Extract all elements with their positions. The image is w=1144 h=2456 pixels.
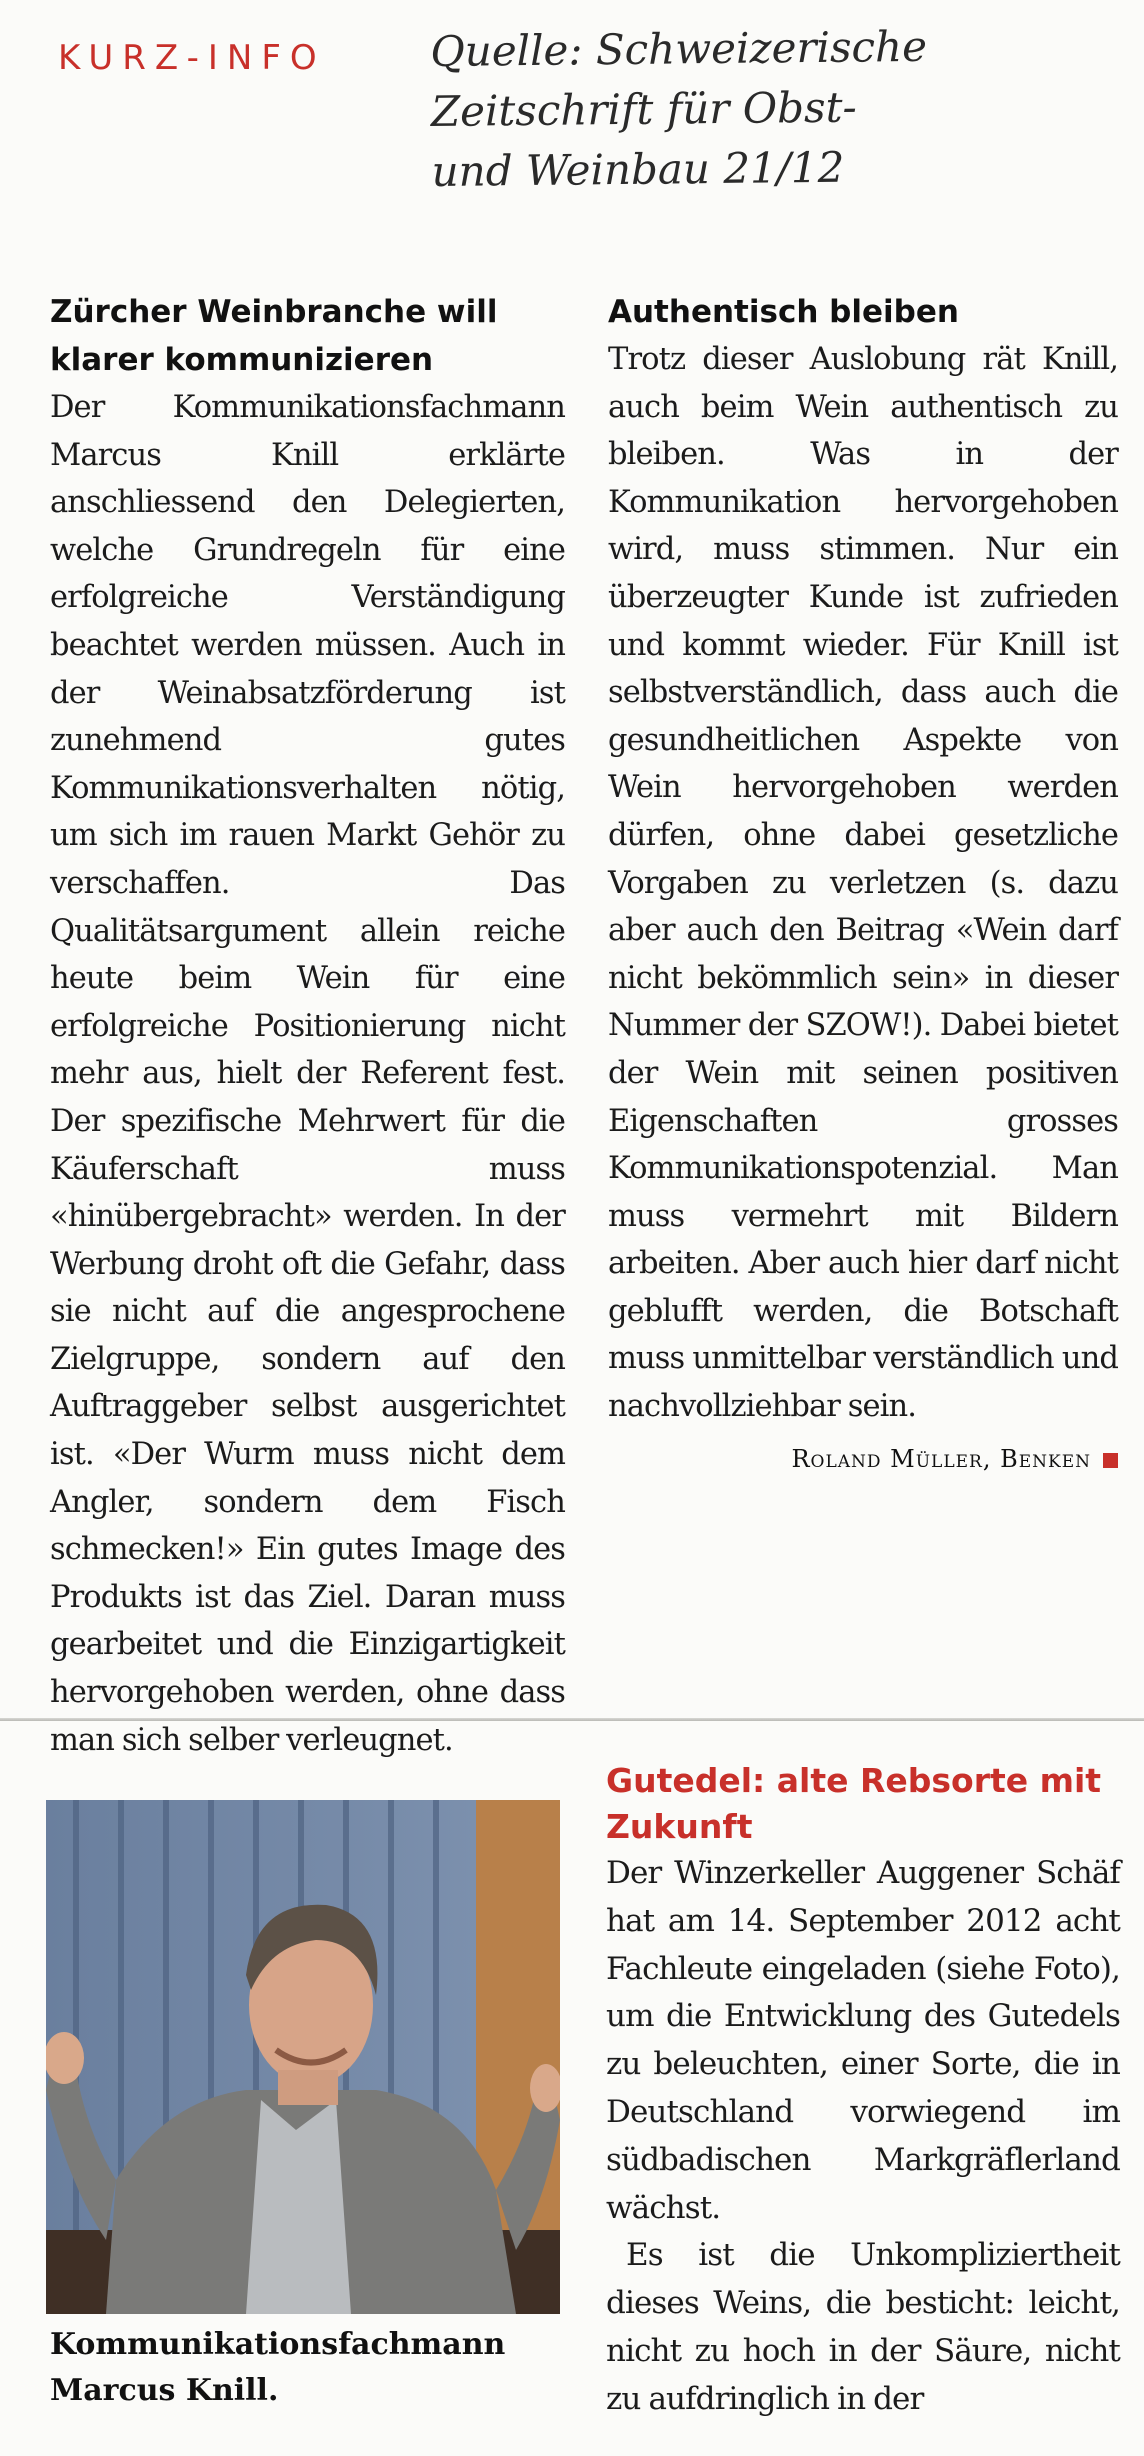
article1-body-continued: Trotz dieser Auslobung rät Knill, auch beim Wein authentisch zu bleiben. Was in der Kommunikation hervorgehoben wird, muss stimmen. Nur ein überzeugter Kunde ist zufrieden und kommt wieder. Für Knill ist selbstverständlich, dass auch die gesundheitlichen Aspekte von Wein hervorgehoben werden dürfen, ohne dabei gesetzliche Vorgaben zu verletzen (s. dazu aber auch den Beitrag «Wein darf nicht bekömmlich sein» in dieser Nummer der SZOW!). Dabei bietet der Wein mit seinen positiven Eigenschaften grosses Kommunikationspotenzial. Man muss vermehrt mit Bildern arbeiten. Aber auch hier darf nicht geblufft werden, die Botschaft muss unmittelbar verständlich und nachvollziehbar sein.: [608, 342, 1118, 1425]
article1-body: Der Kommunikationsfachmann Marcus Knill erklärte anschliessend den Delegierten, welche Grundregeln für eine erfolgreiche Verständigung beachtet werden müssen. Auch in der Weinabsatzförderung ist zunehmend gutes Kommunikationsverhalten nötig, um sich im rauen Markt Gehör zu verschaffen. Das Qualitätsargument allein reiche heute beim Wein für eine erfolgreiche Positionierung nicht mehr aus, hielt der Referent fest. Der spezifische Mehrwert für die Käuferschaft muss «hinübergebracht» werden. In der Werbung droht oft die Gefahr, dass sie nicht auf die angesprochene Zielgruppe, sondern auf den Auftraggeber selbst ausgerichtet ist. «Der Wurm muss nicht dem Angler, sondern dem Fisch schmecken!» Ein gutes Image des Produkts ist das Ziel. Daran muss gearbeitet und die Einzigartigkeit hervorgehoben werden, ohne dass man sich selber verleugnet.: [50, 390, 565, 1758]
article2-paragraph-2: [606, 2232, 1120, 2423]
section-label: KURZ-INFO: [58, 38, 326, 78]
article2-column: [606, 1758, 1120, 2424]
handwritten-line-3: und Weinbau 21/12: [431, 142, 845, 196]
article2-heading: Gutedel: alte Rebsorte mit Zukunft: [606, 1761, 1102, 1846]
photo-caption: Kommunikationsfachmann Marcus Knill.: [50, 2327, 506, 2408]
article1-byline: [608, 1445, 1118, 1473]
article1-subheading: Authentisch bleiben: [608, 294, 959, 330]
portrait-photo: [46, 1800, 560, 2314]
handwritten-line-2: Zeitschrift für Obst-: [430, 82, 857, 136]
article1-left-column: [50, 288, 565, 1764]
handwritten-source-note: [430, 15, 1132, 202]
portrait-photo-illustration: [46, 1800, 560, 2314]
byline-text: Roland Müller, Benken: [791, 1444, 1091, 1473]
article1-heading: Zürcher Weinbranche will klarer kommunizieren: [50, 294, 498, 378]
article2-paragraph-2-text: Es ist die Unkompliziertheit dieses Weins, die besticht: leicht, nicht zu hoch in der Säure, nicht zu aufdringlich in der: [606, 2237, 1120, 2417]
article1-right-column: [608, 288, 1118, 1473]
handwritten-line-1: Quelle: Schweizerische: [430, 21, 928, 76]
article2-paragraph-1: Der Winzerkeller Auggener Schäf hat am 14. September 2012 acht Fachleute eingeladen (siehe Foto), um die Entwicklung des Gutedels zu beleuchten, einer Sorte, die in Deutschland vorwiegend im südbadischen Markgräflerland wächst.: [606, 1855, 1120, 2226]
paper-fold-line: [0, 1718, 1144, 1721]
end-mark-icon: [1103, 1453, 1118, 1468]
